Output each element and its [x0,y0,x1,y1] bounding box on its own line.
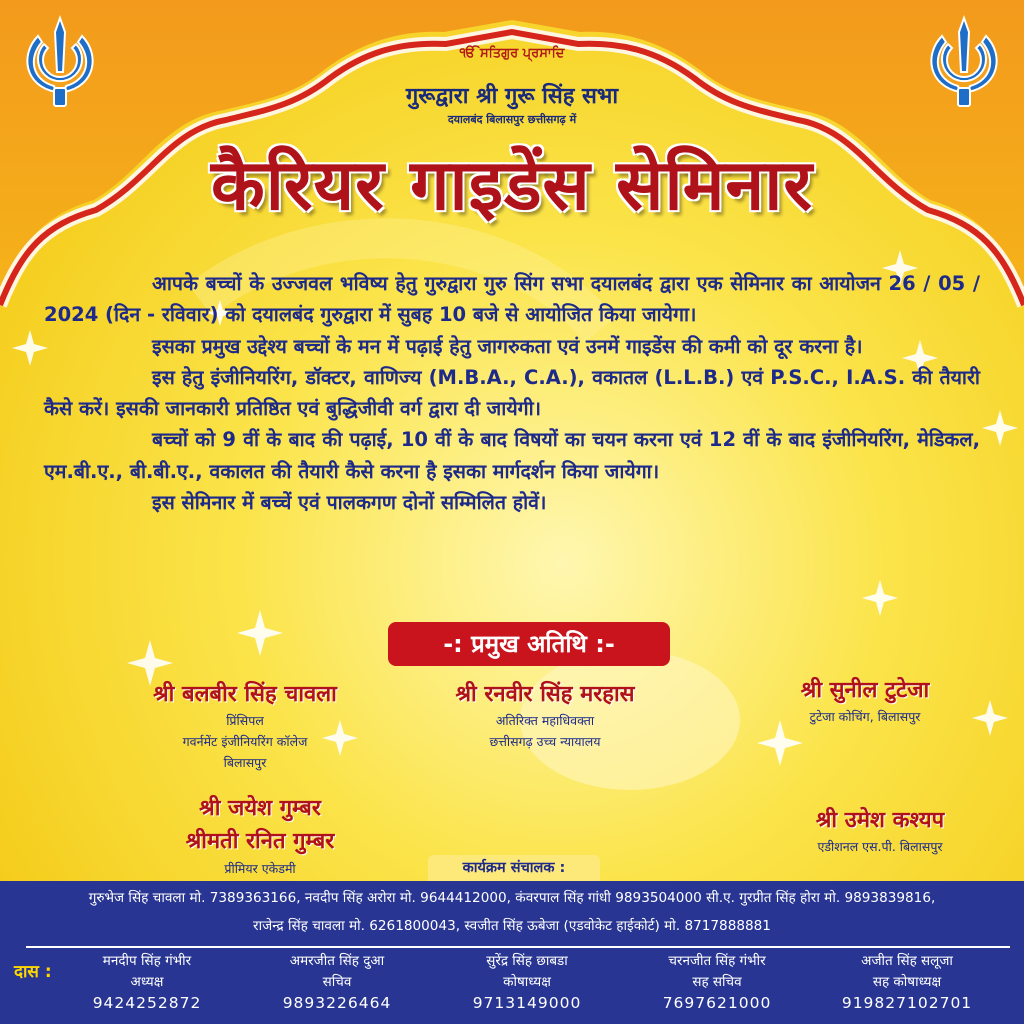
footer-divider [26,946,1010,948]
guest-organisation: गवर्नमेंट इंजीनियरिंग कॉलेज [182,734,308,749]
guest-city: बिलासपुर [223,755,267,770]
committee-member [242,951,432,1014]
committee-member [432,951,622,1014]
guest-card [100,680,390,773]
guest-card [395,680,695,752]
daas-label: दास : [14,962,52,982]
guest-card [760,806,1000,857]
gurdwara-name: गुरूद्वारा श्री गुरू सिंह सभा [405,84,619,109]
conductor-line: राजेन्द्र सिंह चावला मो. 6261800043, स्वजीत सिंह ऊबेजा (एडवोकेट हाईकोर्ट) मो. 8717888881 [253,918,771,934]
guest-designation: प्रिंसिपल [226,713,264,728]
member-role: कोषाध्यक्ष [503,974,551,990]
conductor-list [0,881,1024,941]
paragraph: बच्चों को 9 वीं के बाद की पढ़ाई, 10 वीं के बाद विषयों का चयन करना एवं 12 वीं के बाद इंजीनियरिंग, मेडिकल, एम.बी.ए., बी.बी.ए., वकालत की तैयारी कैसे करना है इसका मार्गदर्शन किया जायेगा। [44,428,980,483]
guest-designation: टुटेजा कोचिंग, बिलासपुर [809,709,921,724]
member-role: सह कोषाध्यक्ष [872,974,942,990]
paragraph: इस सेमिनार में बच्चें एवं पालकगण दोनों सम्मिलित होवें। [152,491,547,515]
guest-name: श्री सुनील टुटेजा [800,678,930,703]
member-phone: 9424252872 [92,994,202,1012]
guest-designation: अतिरिक्त महाधिवक्ता [495,713,595,728]
guest-designation: एडीशनल एस.पी. बिलासपुर [817,839,943,854]
member-role: सचिव [322,974,352,990]
member-role: अध्यक्ष [130,974,164,990]
member-name: अमरजीत सिंह दुआ [289,953,385,969]
member-name: मनदीप सिंह गंभीर [102,953,192,969]
guest-organisation: प्रीमियर एकेडमी [224,861,296,876]
committee-member [622,951,812,1014]
conductor-label: कार्यक्रम संचालक : [428,855,600,881]
paragraph: इसका प्रमुख उद्देश्य बच्चों के मन में पढ़ाई हेतु जागरुकता एवं उनमें गाइडेंस की कमी को दूर करना है। [152,334,863,358]
guest-name: श्री उमेश कश्यप [815,808,945,833]
guest-organisation: छत्तीसगढ़ उच्च न्यायालय [489,734,601,749]
member-phone: 919827102701 [841,994,973,1012]
poster-title: कैरियर गाइडेंस सेमिनार [210,144,814,226]
guest-card [120,792,400,879]
chief-guest-banner: -: प्रमुख अतिथि :- [388,622,670,666]
invocation-text: ੴ ਸਤਿਗੁਰ ਪ੍ਰਸਾਦਿ [459,46,565,61]
conductor-line: गुरुभेज सिंह चावला मो. 7389363166, नवदीप सिंह अरोरा मो. 9644412000, कंवरपाल सिंह गांधी 9893504000 सी.ए. गुरप्रीत सिंह होरा मो. 9893839816, [88,890,936,906]
committee-footer [0,941,1024,1024]
seminar-description [44,268,980,518]
member-name: चरनजीत सिंह गंभीर [668,953,766,969]
guest-name: श्रीमती रनित गुम्बर [185,829,335,854]
member-phone: 7697621000 [662,994,772,1012]
member-name: अजीत सिंह सलूजा [861,953,953,969]
guest-name: श्री जयेश गुम्बर [199,796,321,821]
committee-member [52,951,242,1014]
paragraph: इस हेतु इंजीनियरिंग, डॉक्टर, वाणिज्य (M.B.A., C.A.), वकातल (L.L.B.) एवं P.S.C., I.A.S. की तैयारी कैसे करें। इसकी जानकारी प्रतिष्ठित एवं बुद्धिजीवी वर्ग द्वारा दी जायेगी। [44,365,980,421]
member-phone: 9713149000 [472,994,582,1012]
member-phone: 9893226464 [282,994,392,1012]
guest-name: श्री बलबीर सिंह चावला [153,682,337,707]
member-name: सुरेंद्र सिंह छाबडा [486,953,568,969]
member-role: सह सचिव [692,974,742,990]
location-text: दयालबंद बिलासपुर छत्तीसगढ़ में [447,113,577,126]
paragraph: आपके बच्चों के उज्जवल भविष्य हेतु गुरुद्वारा गुरु सिंग सभा दयालबंद द्वारा एक सेमिनार का आयोजन 26 / 05 / 2024 (दिन - रविवार) को दयालबंद गुरुद्वारा में सुबह 10 बजे से आयोजित किया जायेगा। [44,272,980,327]
committee-member [812,951,1002,1014]
guest-card [740,676,990,727]
guest-name: श्री रनवीर सिंह मरहास [455,682,635,707]
